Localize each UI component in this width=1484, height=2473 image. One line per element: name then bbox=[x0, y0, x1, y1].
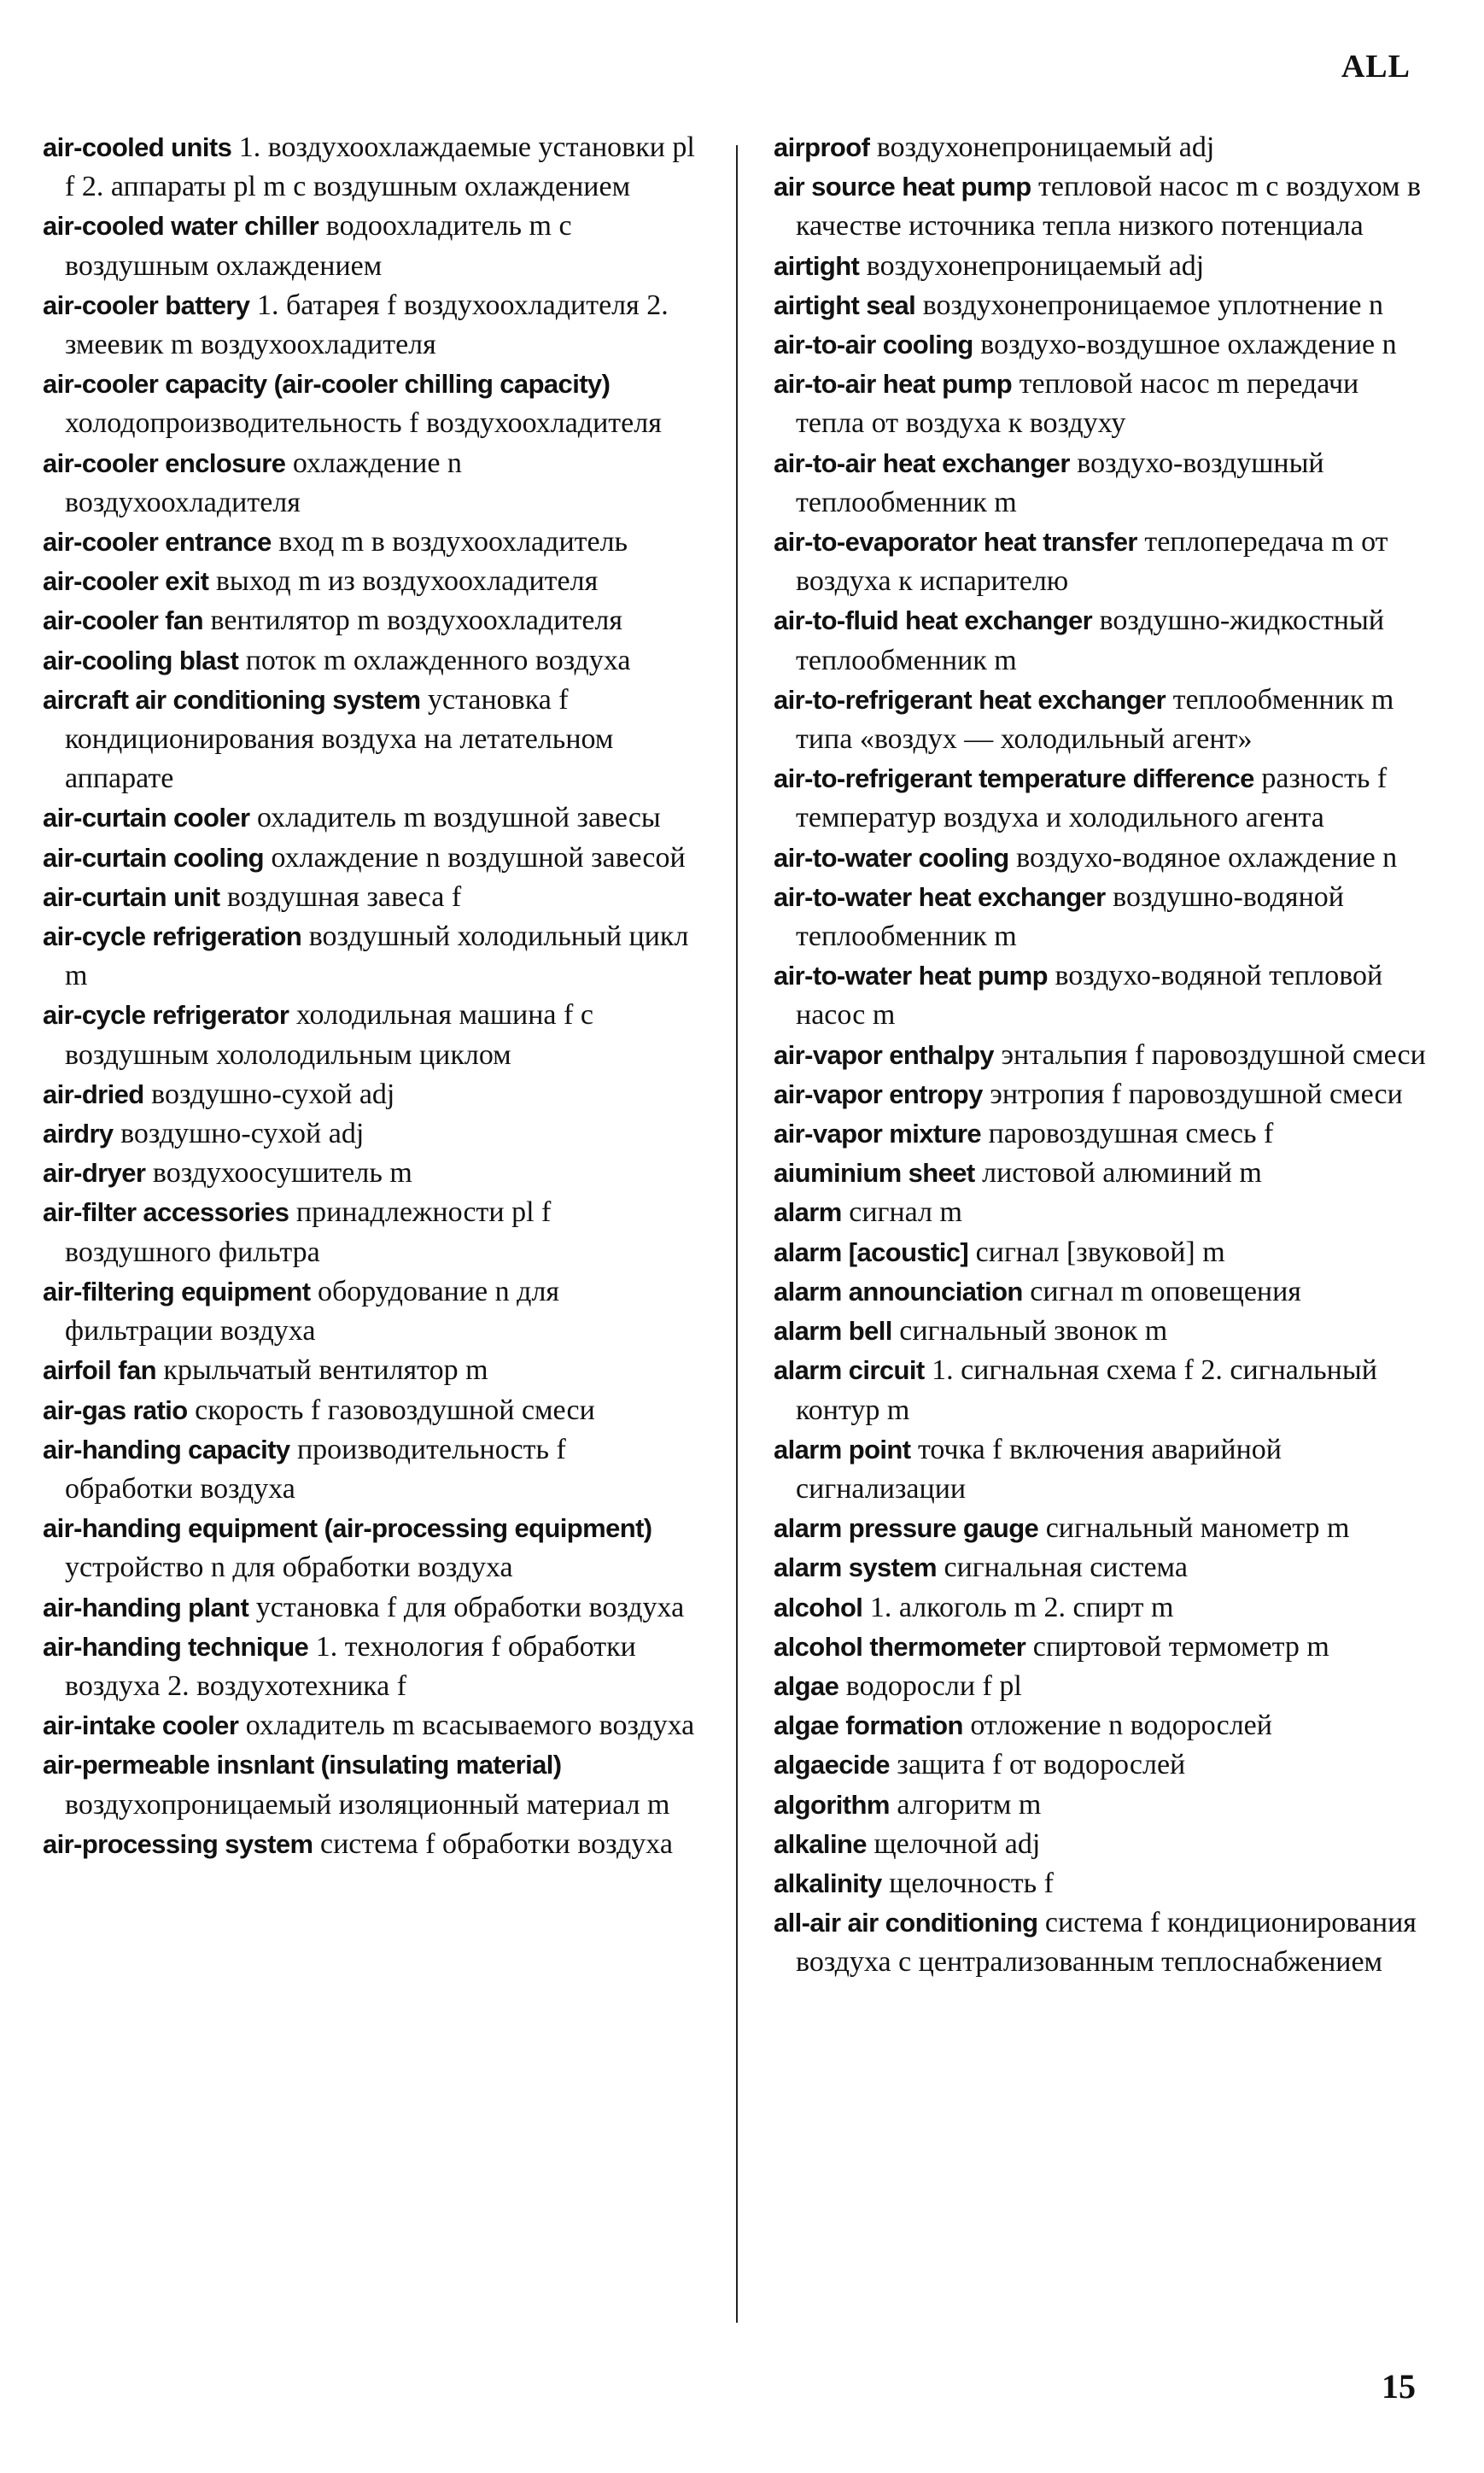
entry-definition: сигнал [звуковой] m bbox=[968, 1236, 1225, 1268]
entry-definition: сигнальный звонок m bbox=[891, 1315, 1168, 1348]
entry-term: algae bbox=[774, 1670, 839, 1701]
entry-definition: крыльчатый вентилятор m bbox=[155, 1354, 488, 1387]
entry-term: air-cycle refrigeration bbox=[43, 921, 302, 952]
dictionary-entry bbox=[774, 1903, 1431, 1982]
entry-definition: воздушно-сухой adj bbox=[143, 1078, 395, 1110]
entry-term: alarm system bbox=[774, 1552, 937, 1583]
entry-definition: вход m в воздухоохладитель bbox=[271, 526, 628, 558]
entry-term: air-vapor enthalpy bbox=[774, 1039, 994, 1070]
entry-definition: воздухопроницаемый изоляционный материал m bbox=[65, 1788, 670, 1821]
entry-definition: вентилятор m воздухоохладителя bbox=[202, 605, 623, 637]
dictionary-entry bbox=[43, 1075, 700, 1114]
dictionary-entry bbox=[43, 839, 700, 878]
entry-term: air-gas ratio bbox=[43, 1394, 188, 1425]
entry-definition: воздушный холодильный цикл m bbox=[65, 921, 689, 992]
entry-term: airproof bbox=[774, 132, 870, 162]
dictionary-entry bbox=[774, 1706, 1431, 1745]
entry-term: air-cooler battery bbox=[43, 289, 250, 320]
dictionary-entry bbox=[774, 1114, 1431, 1154]
dictionary-entry bbox=[43, 1272, 700, 1351]
entry-definition: оборудование n для фильтрации воздуха bbox=[65, 1275, 560, 1348]
entry-definition: воздухонепроницаемый adj bbox=[869, 132, 1215, 163]
entry-definition: воздухо-водяной тепловой насос m bbox=[796, 960, 1383, 1032]
entry-term: air-to-refrigerant temperature difference bbox=[774, 763, 1254, 794]
entry-term: air-cooler enclosure bbox=[43, 447, 286, 478]
dictionary-entry bbox=[774, 1864, 1431, 1903]
dictionary-entry bbox=[774, 523, 1431, 601]
entry-term: airtight bbox=[774, 250, 860, 281]
entry-definition: 1. технология f обработки воздуха 2. воздухотехника f bbox=[65, 1630, 636, 1702]
entry-term: air-to-water heat pump bbox=[774, 961, 1048, 991]
left-column bbox=[43, 128, 700, 1864]
entry-definition: выход m из воздухоохладителя bbox=[208, 565, 599, 598]
entry-definition: охладитель m всасываемого воздуха bbox=[238, 1710, 695, 1742]
entry-definition: охладитель m воздушной завесы bbox=[249, 802, 661, 834]
entry-definition: 1. воздухоохлаждаемые установки pl f 2. аппараты pl m с воздушным охлаждением bbox=[65, 132, 695, 203]
entry-term: all-air air conditioning bbox=[774, 1908, 1038, 1938]
dictionary-entry bbox=[43, 641, 700, 681]
dictionary-entry bbox=[774, 1667, 1431, 1706]
dictionary-entry bbox=[774, 286, 1431, 325]
entry-definition: воздухонепроницаемое уплотнение n bbox=[915, 289, 1383, 321]
entry-definition: защита f от водорослей bbox=[889, 1749, 1186, 1781]
dictionary-entry bbox=[43, 1825, 700, 1864]
entry-definition: 1. батарея f воздухоохладителя 2. змеевик m воздухоохладителя bbox=[65, 289, 669, 361]
entry-term: air-cooled water chiller bbox=[43, 211, 319, 242]
entry-term: air-vapor entropy bbox=[774, 1079, 983, 1109]
entry-term: air-cooler entrance bbox=[43, 527, 272, 558]
entry-term: air-to-water heat exchanger bbox=[774, 881, 1106, 912]
entry-definition: устройство n для обработки воздуха bbox=[65, 1552, 513, 1584]
dictionary-entry bbox=[43, 286, 700, 365]
dictionary-entry bbox=[43, 1154, 700, 1193]
entry-definition: воздухонепроницаемый adj bbox=[859, 249, 1205, 282]
dictionary-entry bbox=[774, 1430, 1431, 1509]
entry-term: air-intake cooler bbox=[43, 1710, 239, 1741]
page-number: 15 bbox=[1382, 2367, 1416, 2406]
dictionary-entry bbox=[43, 1391, 700, 1430]
entry-definition: система f кондиционирования воздуха с централизованным теплоснабжением bbox=[796, 1907, 1417, 1979]
dictionary-entry bbox=[774, 1193, 1431, 1232]
entry-term: air-cooled units bbox=[43, 132, 232, 162]
entry-definition: теплопередача m от воздуха к испарителю bbox=[796, 526, 1388, 598]
entry-term: alarm bbox=[774, 1197, 842, 1228]
entry-definition: спиртовой термометр m bbox=[1025, 1630, 1329, 1663]
dictionary-entry bbox=[774, 365, 1431, 443]
entry-term: air-filtering equipment bbox=[43, 1276, 311, 1307]
entry-definition: сигнальная система bbox=[937, 1552, 1188, 1584]
entry-term: alarm [acoustic] bbox=[774, 1236, 969, 1267]
dictionary-entry bbox=[774, 1786, 1431, 1825]
dictionary-entry bbox=[43, 601, 700, 640]
entry-term: alkaline bbox=[774, 1828, 867, 1859]
entry-term: air-to-air heat pump bbox=[774, 369, 1013, 400]
entry-definition: энтропия f паровоздушной смеси bbox=[982, 1078, 1403, 1110]
entry-definition: охлаждение n воздухоохладителя bbox=[65, 447, 462, 518]
entry-definition: установка f кондиционирования воздуха на летательном аппарате bbox=[65, 683, 614, 795]
dictionary-entry bbox=[774, 1628, 1431, 1667]
entry-definition: воздушно-жидкостный теплообменник m bbox=[796, 605, 1385, 676]
dictionary-entry bbox=[43, 681, 700, 799]
entry-definition: воздухо-воздушное охлаждение n bbox=[973, 329, 1397, 361]
dictionary-entry bbox=[43, 444, 700, 523]
dictionary-entry bbox=[43, 523, 700, 562]
dictionary-entry bbox=[43, 1706, 700, 1745]
entry-term: air source heat pump bbox=[774, 172, 1031, 202]
dictionary-entry bbox=[774, 444, 1431, 523]
entry-definition: 1. алкоголь m 2. спирт m bbox=[862, 1591, 1174, 1623]
entry-term: air-curtain cooling bbox=[43, 842, 265, 873]
entry-term: air-dryer bbox=[43, 1158, 146, 1189]
entry-term: algorithm bbox=[774, 1789, 890, 1820]
dictionary-entry bbox=[774, 1351, 1431, 1429]
dictionary-entry bbox=[43, 1114, 700, 1154]
dictionary-entry bbox=[43, 1351, 700, 1390]
entry-definition: теплообменник m типа «воздух — холодильный агент» bbox=[796, 683, 1394, 756]
entry-definition: сигнал m оповещения bbox=[1022, 1275, 1301, 1307]
entry-term: air-curtain cooler bbox=[43, 803, 250, 833]
entry-term: air-to-water cooling bbox=[774, 842, 1009, 873]
entry-term: airfoil fan bbox=[43, 1355, 156, 1386]
entry-definition: воздухоосушитель m bbox=[145, 1157, 412, 1190]
entry-term: air-handing capacity bbox=[43, 1434, 290, 1465]
entry-definition: листовой алюминий m bbox=[974, 1157, 1262, 1190]
entry-definition: охлаждение n воздушной завесой bbox=[264, 841, 686, 874]
right-column bbox=[774, 128, 1431, 1983]
dictionary-entry bbox=[43, 207, 700, 285]
entry-term: air-permeable insnlant (insulating material) bbox=[43, 1750, 562, 1780]
dictionary-entry bbox=[774, 956, 1431, 1035]
dictionary-entry bbox=[774, 1036, 1431, 1075]
dictionary-entry bbox=[43, 365, 700, 443]
entry-term: air-cooler exit bbox=[43, 566, 209, 597]
dictionary-entry bbox=[43, 1588, 700, 1628]
entry-definition: поток m охлажденного воздуха bbox=[238, 644, 631, 676]
dictionary-entry bbox=[774, 1825, 1431, 1864]
entry-definition: скорость f газовоздушной смеси bbox=[187, 1394, 595, 1426]
entry-term: aircraft air conditioning system bbox=[43, 684, 421, 715]
dictionary-entry bbox=[43, 1193, 700, 1272]
entry-term: air-handing plant bbox=[43, 1592, 249, 1622]
entry-definition: воздухо-воздушный теплообменник m bbox=[796, 447, 1324, 518]
dictionary-entry bbox=[43, 798, 700, 838]
entry-term: air-to-refrigerant heat exchanger bbox=[774, 684, 1166, 715]
entry-term: algaecide bbox=[774, 1750, 890, 1780]
dictionary-entry bbox=[43, 128, 700, 207]
entry-definition: разность f температур воздуха и холодильного агента bbox=[796, 763, 1388, 834]
entry-term: alarm announciation bbox=[774, 1276, 1023, 1307]
entry-definition: энтальпия f паровоздушной смеси bbox=[993, 1038, 1426, 1071]
entry-term: airdry bbox=[43, 1119, 114, 1149]
dictionary-entry bbox=[43, 1745, 700, 1824]
dictionary-entry bbox=[774, 247, 1431, 286]
entry-term: alkalinity bbox=[774, 1868, 882, 1898]
entry-definition: точка f включения аварийной сигнализации bbox=[796, 1433, 1282, 1505]
dictionary-entry bbox=[43, 996, 700, 1074]
entry-term: alarm point bbox=[774, 1434, 911, 1465]
entry-definition: система f обработки воздуха bbox=[313, 1827, 673, 1860]
entry-definition: водоросли f pl bbox=[838, 1669, 1022, 1702]
entry-term: air-handing equipment (air-processing equipment) bbox=[43, 1513, 652, 1544]
column-divider bbox=[736, 145, 738, 2323]
entry-definition: воздушно-водяной теплообменник m bbox=[796, 880, 1344, 953]
dictionary-entry bbox=[43, 917, 700, 996]
dictionary-entry bbox=[43, 562, 700, 601]
entry-term: air-filter accessories bbox=[43, 1197, 289, 1228]
entry-term: alarm pressure gauge bbox=[774, 1513, 1039, 1544]
entry-definition: воздухо-водяное охлаждение n bbox=[1008, 841, 1398, 874]
entry-definition: 1. сигнальная схема f 2. сигнальный контур m bbox=[796, 1354, 1377, 1426]
entry-term: airtight seal bbox=[774, 289, 916, 320]
entry-term: air-vapor mixture bbox=[774, 1119, 982, 1149]
dictionary-entry bbox=[43, 1509, 700, 1587]
dictionary-entry bbox=[774, 1312, 1431, 1351]
dictionary-entry bbox=[774, 1154, 1431, 1193]
entry-definition: щелочность f bbox=[881, 1867, 1054, 1899]
entry-definition: алгоритм m bbox=[889, 1788, 1042, 1821]
entry-term: air-to-air heat exchanger bbox=[774, 447, 1070, 478]
entry-definition: щелочной adj bbox=[866, 1827, 1041, 1860]
running-head: ALL bbox=[1341, 49, 1411, 85]
entry-definition: отложение n водорослей bbox=[962, 1710, 1272, 1742]
entry-term: air-processing system bbox=[43, 1828, 313, 1859]
entry-term: air-cycle refrigerator bbox=[43, 1000, 289, 1031]
dictionary-entry bbox=[774, 1745, 1431, 1785]
dictionary-entry bbox=[774, 325, 1431, 365]
entry-definition: установка f для обработки воздуха bbox=[248, 1591, 685, 1623]
dictionary-entry bbox=[774, 681, 1431, 759]
entry-term: alarm circuit bbox=[774, 1355, 925, 1386]
entry-term: air-dried bbox=[43, 1079, 144, 1109]
entry-term: alcohol thermometer bbox=[774, 1631, 1026, 1662]
entry-term: air-cooler fan bbox=[43, 605, 203, 636]
dictionary-entry bbox=[774, 878, 1431, 956]
entry-term: aiuminium sheet bbox=[774, 1158, 975, 1189]
entry-term: air-cooling blast bbox=[43, 645, 239, 675]
dictionary-entry bbox=[43, 1430, 700, 1509]
dictionary-entry bbox=[774, 1548, 1431, 1587]
entry-definition: сигнал m bbox=[841, 1196, 962, 1229]
entry-term: air-to-air cooling bbox=[774, 330, 973, 360]
dictionary-entry bbox=[774, 601, 1431, 680]
entry-definition: паровоздушная смесь f bbox=[981, 1118, 1274, 1150]
entry-term: air-cooler capacity (air-cooler chilling capacity) bbox=[43, 369, 611, 400]
dictionary-entry bbox=[774, 1075, 1431, 1114]
entry-definition: холодильная машина f с воздушным хололодильным циклом bbox=[65, 999, 593, 1071]
entry-definition: воздушно-сухой adj bbox=[113, 1118, 365, 1150]
entry-term: air-curtain unit bbox=[43, 881, 220, 912]
entry-term: alcohol bbox=[774, 1592, 863, 1622]
dictionary-entry bbox=[774, 1272, 1431, 1312]
entry-term: air-to-fluid heat exchanger bbox=[774, 605, 1093, 636]
dictionary-entry bbox=[774, 128, 1431, 167]
entry-term: air-to-evaporator heat transfer bbox=[774, 527, 1137, 558]
dictionary-entry bbox=[774, 1509, 1431, 1548]
entry-definition: холодопроизводительность f воздухоохладителя bbox=[65, 407, 662, 440]
entry-definition: принадлежности pl f воздушного фильтра bbox=[65, 1196, 552, 1268]
entry-definition: тепловой насос m передачи тепла от воздуха к воздуху bbox=[796, 368, 1359, 440]
dictionary-entry bbox=[43, 878, 700, 917]
dictionary-entry bbox=[774, 759, 1431, 838]
entry-definition: сигнальный манометр m bbox=[1038, 1512, 1350, 1545]
dictionary-entry bbox=[774, 1588, 1431, 1628]
entry-term: alarm bell bbox=[774, 1316, 892, 1347]
dictionary-entry bbox=[774, 167, 1431, 246]
dictionary-entry bbox=[774, 1233, 1431, 1272]
entry-definition: тепловой насос m с воздухом в качестве источника тепла низкого потенциала bbox=[796, 171, 1422, 243]
dictionary-entry bbox=[43, 1628, 700, 1706]
entry-term: algae formation bbox=[774, 1710, 963, 1741]
entry-definition: воздушная завеса f bbox=[219, 880, 462, 913]
entry-definition: производительность f обработки воздуха bbox=[65, 1433, 566, 1505]
entry-term: air-handing technique bbox=[43, 1631, 309, 1662]
entry-definition: водоохладитель m с воздушным охлаждением bbox=[65, 210, 572, 282]
dictionary-entry bbox=[774, 839, 1431, 878]
